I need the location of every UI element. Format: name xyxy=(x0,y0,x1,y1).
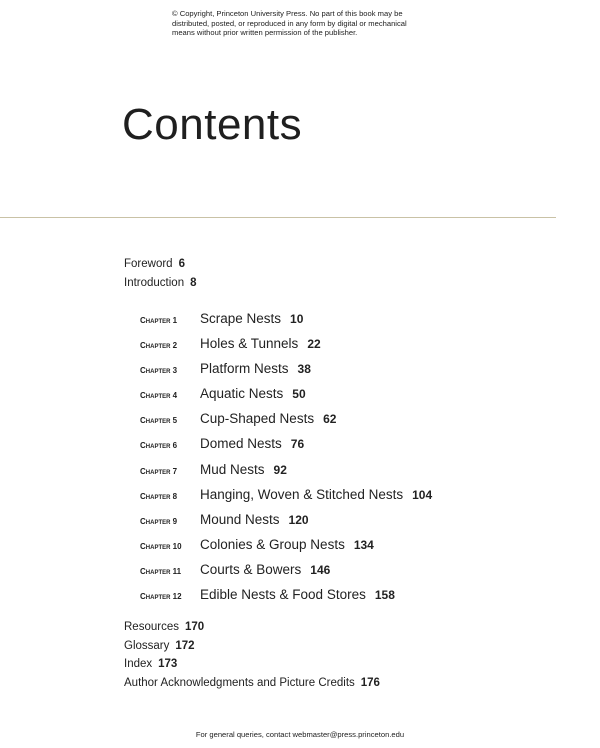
front-matter-list xyxy=(124,258,197,295)
toc-page-number: 173 xyxy=(158,658,178,670)
chapter-entry[interactable] xyxy=(140,487,432,512)
chapter-number: Chapter 6 xyxy=(140,441,178,451)
toc-entry[interactable] xyxy=(124,677,380,696)
chapter-title: Cup-Shaped Nests xyxy=(200,411,315,427)
chapter-title: Mound Nests xyxy=(200,511,280,527)
chapter-title: Holes & Tunnels xyxy=(200,336,299,352)
toc-page-number: 146 xyxy=(310,562,331,577)
page-title: Contents xyxy=(122,100,303,149)
copyright-line: distributed, posted, or reproduced in any form by digital or mechanical xyxy=(172,18,407,28)
toc-page-number: 76 xyxy=(290,437,305,452)
toc-entry[interactable] xyxy=(124,277,197,296)
toc-entry-label: Introduction xyxy=(124,276,185,289)
divider xyxy=(0,217,556,218)
copyright-notice xyxy=(172,9,442,38)
chapter-title: Hanging, Woven & Stitched Nests xyxy=(200,486,404,502)
toc-page-number: 38 xyxy=(297,362,311,377)
chapter-number: Chapter 8 xyxy=(140,491,178,501)
chapter-title: Platform Nests xyxy=(200,361,289,377)
toc-entry[interactable] xyxy=(124,258,197,277)
copyright-line: © Copyright, Princeton University Press. No part of this book may be xyxy=(172,9,403,18)
chapter-title: Domed Nests xyxy=(200,436,282,452)
chapter-entry[interactable] xyxy=(140,311,432,336)
toc-entry-label: Glossary xyxy=(124,639,170,652)
toc-page-number: 134 xyxy=(353,537,374,552)
back-matter-list xyxy=(124,621,380,695)
chapter-entry[interactable] xyxy=(140,537,432,562)
chapter-title: Aquatic Nests xyxy=(200,386,284,402)
chapter-number: Chapter 11 xyxy=(140,566,182,576)
chapter-entry[interactable] xyxy=(140,361,432,386)
toc-page-number: 158 xyxy=(374,588,395,603)
toc-page-number: 22 xyxy=(307,337,321,352)
copyright-line: means without prior written permission of the publisher. xyxy=(172,28,358,38)
chapter-entry[interactable] xyxy=(140,386,432,411)
chapter-number: Chapter 2 xyxy=(140,341,178,351)
toc-entry[interactable] xyxy=(124,640,380,659)
footer-contact: For general queries, contact webmaster@press.princeton.edu xyxy=(195,730,405,739)
chapter-entry[interactable] xyxy=(140,411,432,436)
toc-entry[interactable] xyxy=(124,658,380,677)
toc-page-number: 176 xyxy=(360,676,380,689)
chapter-entry[interactable] xyxy=(140,336,432,361)
toc-page-number: 92 xyxy=(273,462,287,477)
toc-entry-label: Resources xyxy=(124,621,179,633)
chapter-number: Chapter 10 xyxy=(140,541,182,551)
chapter-title: Colonies & Group Nests xyxy=(200,536,345,552)
toc-entry-label: Index xyxy=(124,658,153,670)
chapter-list xyxy=(140,311,432,612)
chapter-title: Scrape Nests xyxy=(200,311,282,326)
chapter-number: Chapter 4 xyxy=(140,391,178,401)
chapter-title: Courts & Bowers xyxy=(200,561,302,577)
toc-page-number: 104 xyxy=(412,487,433,502)
chapter-entry[interactable] xyxy=(140,462,432,487)
chapter-entry[interactable] xyxy=(140,562,432,587)
toc-page-number: 8 xyxy=(190,276,197,289)
chapter-title: Edible Nests & Food Stores xyxy=(200,587,366,603)
toc-page-number: 6 xyxy=(178,258,185,270)
chapter-number: Chapter 12 xyxy=(140,592,182,602)
chapter-number: Chapter 3 xyxy=(140,366,178,376)
chapter-number: Chapter 9 xyxy=(140,516,178,526)
toc-page-number: 62 xyxy=(323,412,337,427)
toc-entry-label: Foreword xyxy=(124,258,173,270)
toc-page-number: 170 xyxy=(184,621,205,633)
chapter-number: Chapter 1 xyxy=(140,316,178,325)
chapter-entry[interactable] xyxy=(140,512,432,537)
toc-page-number: 120 xyxy=(288,512,309,527)
chapter-number: Chapter 5 xyxy=(140,416,178,426)
toc-page-number: 10 xyxy=(290,312,304,326)
toc-entry-label: Author Acknowledgments and Picture Credits xyxy=(124,676,355,689)
chapter-entry[interactable] xyxy=(140,587,432,612)
chapter-title: Mud Nests xyxy=(200,461,265,477)
chapter-number: Chapter 7 xyxy=(140,466,178,476)
toc-page-number: 50 xyxy=(292,387,306,402)
toc-page-number: 172 xyxy=(175,639,195,652)
chapter-entry[interactable] xyxy=(140,436,432,461)
toc-entry[interactable] xyxy=(124,621,380,640)
